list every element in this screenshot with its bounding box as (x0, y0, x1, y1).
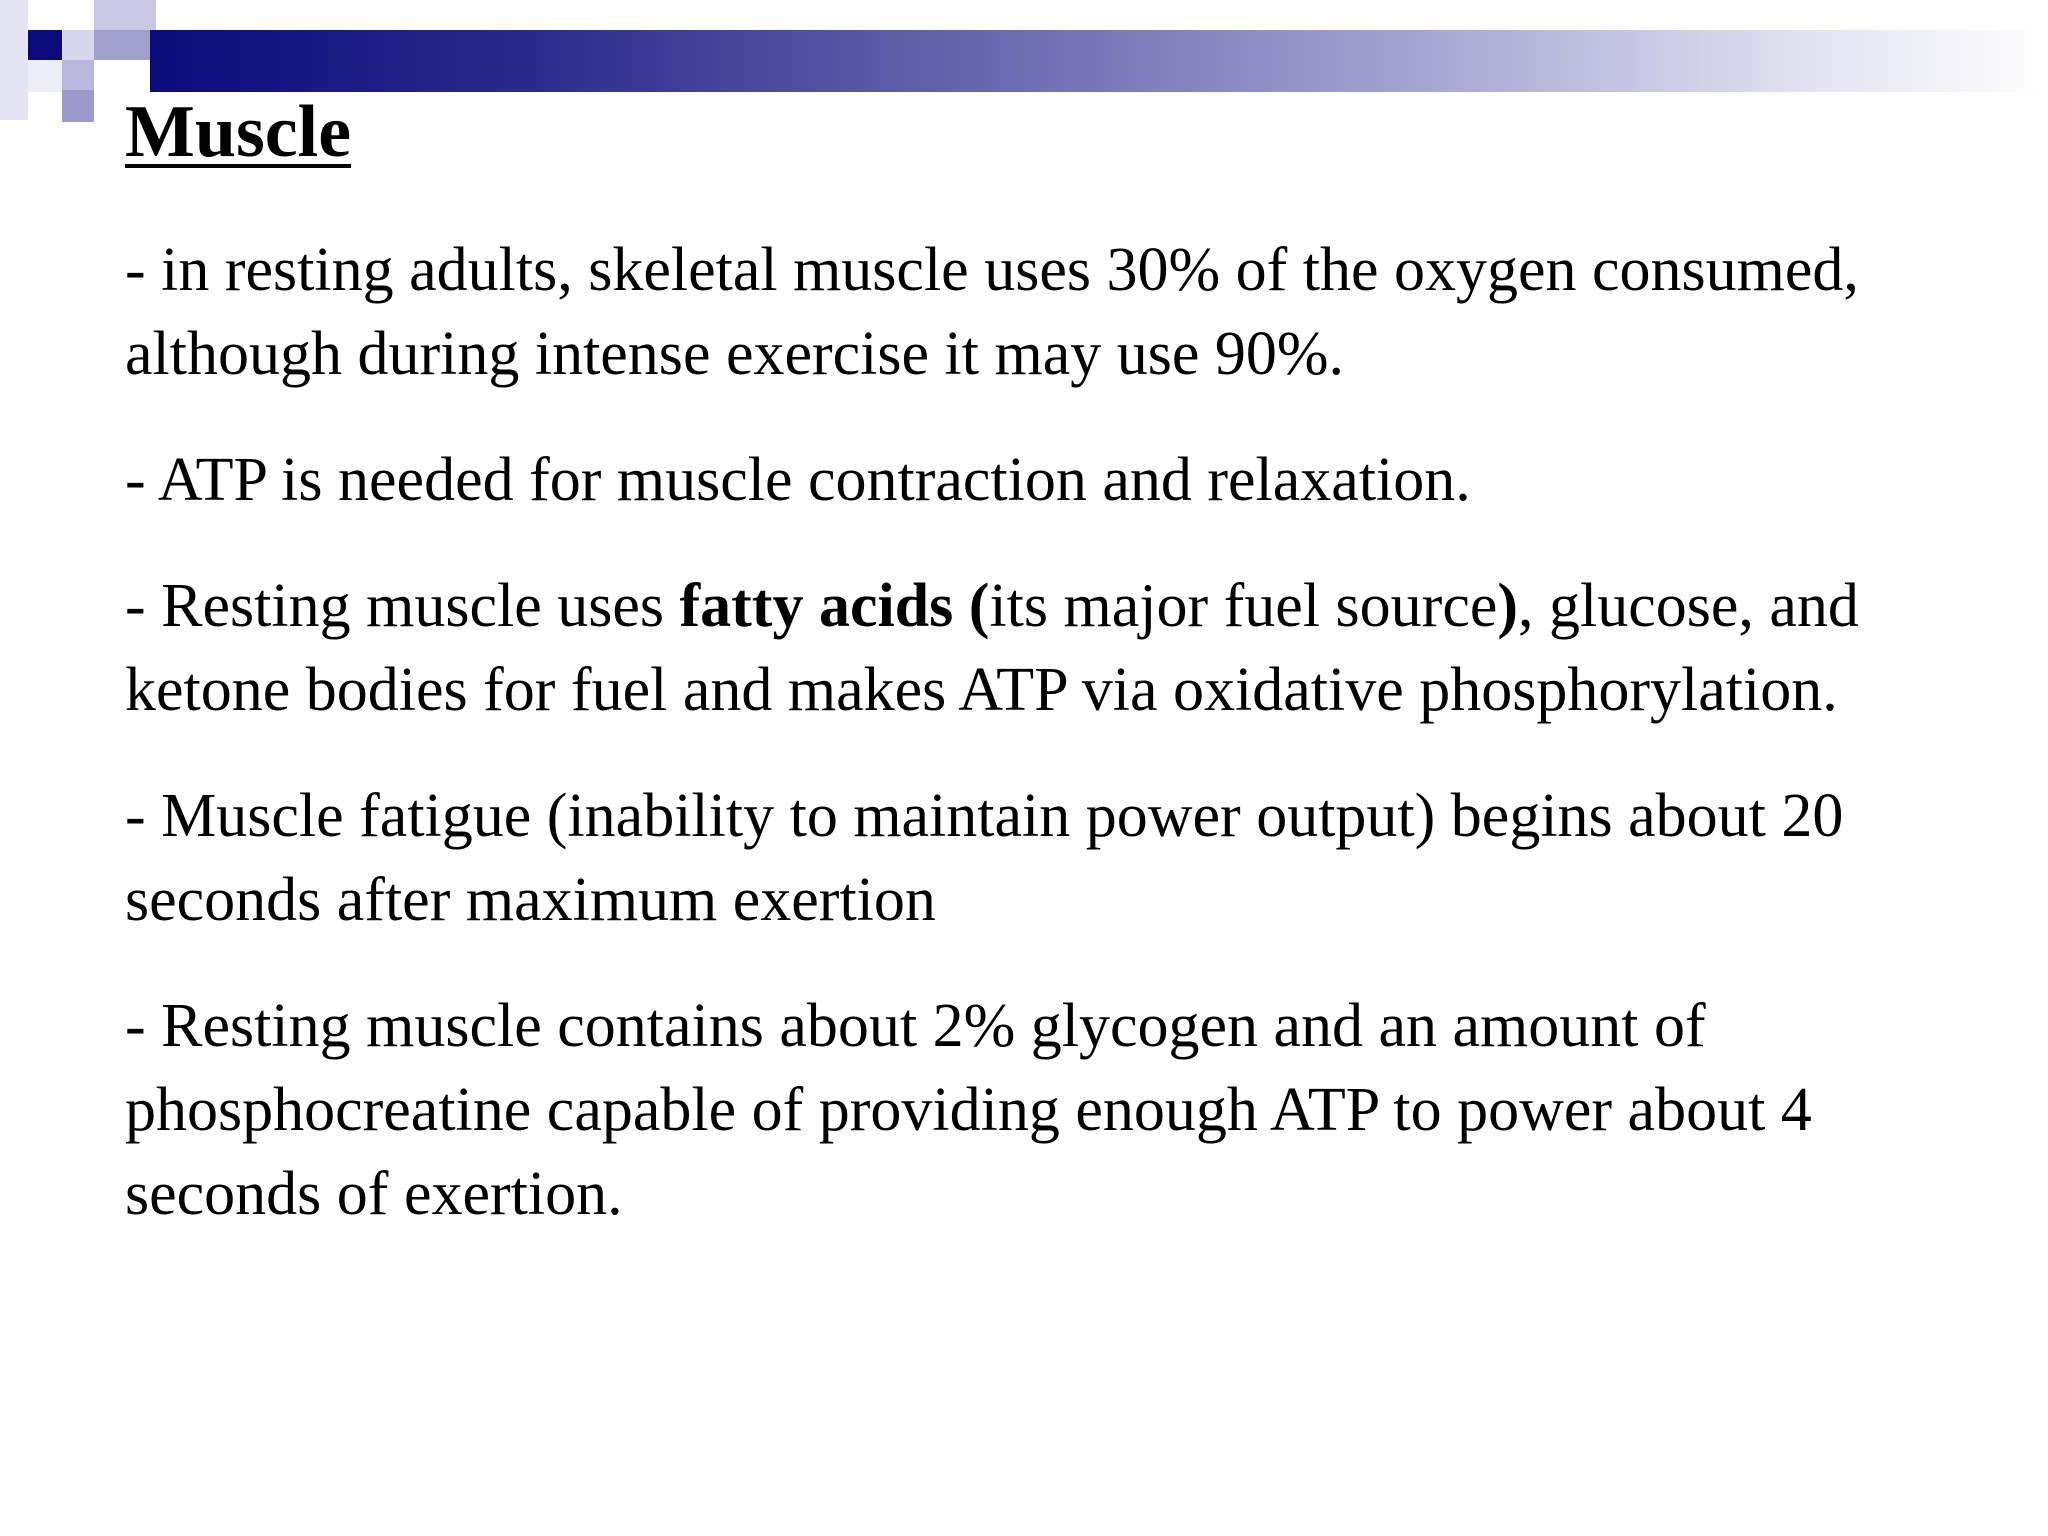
header-gradient-band (150, 30, 2048, 92)
bullet-oxygen-use: - in resting adults, skeletal muscle uses 30% of the oxygen consumed, although during intense exercise it may use 90%. (125, 236, 1859, 388)
decorative-square (28, 30, 62, 60)
decorative-square (62, 30, 94, 60)
slide-body (125, 228, 1985, 1278)
decorative-square (62, 60, 94, 90)
bold-fatty-acids: fatty acids ( (679, 572, 990, 640)
bullet-fuel-text-end: , glucose, and ketone bodies for fuel and makes ATP via oxidative phosphorylation. (125, 572, 1859, 724)
decorative-square (62, 90, 94, 122)
bullet-glycogen-phosphocreatine: - Resting muscle contains about 2% glycogen and an amount of phosphocreatine capable of providing enough ATP to power about 4 seconds of exertion. (125, 992, 1812, 1228)
decorative-square (28, 60, 62, 92)
slide-title: Muscle (125, 91, 352, 173)
bullet-fuel-sources (125, 564, 1985, 732)
decorative-square (94, 30, 156, 60)
bullet-fuel-text-middle: its major fuel source (989, 572, 1498, 640)
bold-close-paren: ) (1497, 572, 1519, 640)
decorative-square (0, 0, 28, 120)
bullet-fuel-text-start: - Resting muscle uses (125, 572, 680, 640)
bullet-atp-needed: - ATP is needed for muscle contraction and relaxation. (125, 446, 1471, 514)
decorative-square (94, 0, 156, 30)
bullet-muscle-fatigue: - Muscle fatigue (inability to maintain power output) begins about 20 seconds after maximum exertion (125, 782, 1844, 934)
